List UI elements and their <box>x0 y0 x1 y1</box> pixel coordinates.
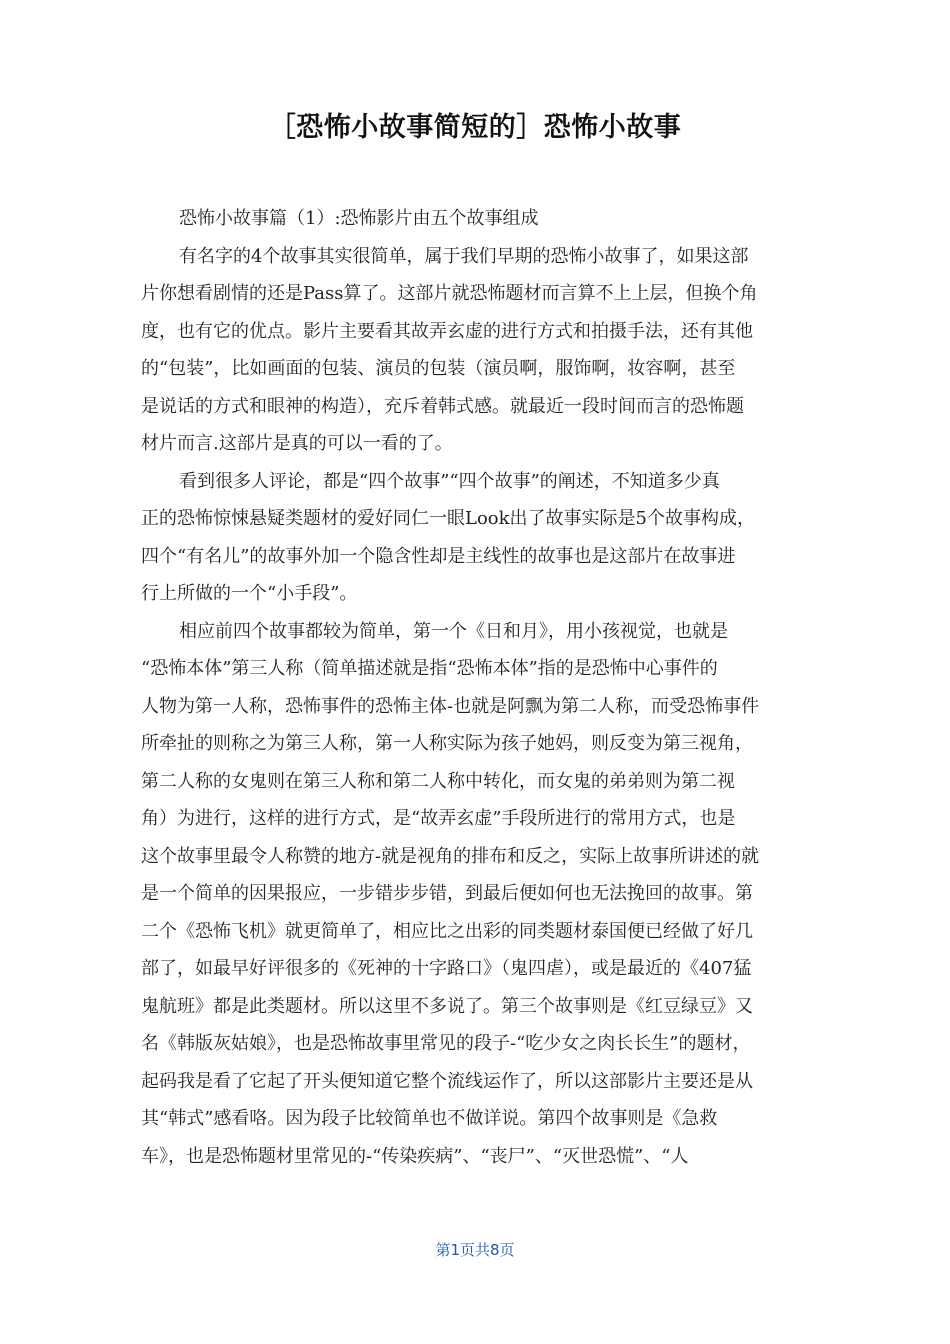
text-line: 材片而言.这部片是真的可以一看的了。 <box>141 433 453 454</box>
text-line: 人物为第一人称，恐怖事件的恐怖主体-也就是阿飘为第二人称，而受恐怖事件 <box>141 695 760 717</box>
text-line: 这个故事里最令人称赞的地方-就是视角的排布和反之，实际上故事所讲述的就 <box>141 845 760 867</box>
text-line: 是一个简单的因果报应，一步错步步错，到最后便如何也无法挽回的故事。第 <box>141 883 753 904</box>
text-line: 其“韩式”感看咯。因为段子比较简单也不做详说。第四个故事则是《急救 <box>141 1108 718 1129</box>
page-title: ［恐怖小故事简短的］恐怖小故事 <box>268 112 682 143</box>
text-line: 正的恐怖惊悚悬疑类题材的爱好同仁一眼Look出了故事实际是5个故事构成， <box>141 508 755 529</box>
text-line: 所牵扯的则称之为第三人称，第一人称实际为孩子她妈，则反变为第三视角， <box>141 733 753 754</box>
text-line: 行上所做的一个“小手段”。 <box>141 583 358 604</box>
text-line: 第二人称的女鬼则在第三人称和第二人称中转化，而女鬼的弟弟则为第二视 <box>141 770 735 792</box>
text-line: 鬼航班》都是此类题材。所以这里不多说了。第三个故事则是《红豆绿豆》又 <box>141 995 753 1017</box>
text-line: “恐怖本体”第三人称（简单描述就是指“恐怖本体”指的是恐怖中心事件的 <box>141 658 718 679</box>
text-line: 看到很多人评论，都是“四个故事”“四个故事”的阐述，不知道多少真 <box>179 470 720 492</box>
text-line: 的“包装”，比如画面的包装、演员的包装（演员啊，服饰啊，妆容啊，甚至 <box>141 358 736 379</box>
text-line: 四个“有名儿”的故事外加一个隐含性却是主线性的故事也是这部片在故事进 <box>141 545 736 567</box>
text-line: 相应前四个故事都较为简单，第一个《日和月》，用小孩视觉，也就是 <box>179 620 728 642</box>
body-text <box>141 200 809 1175</box>
text-line: 恐怖小故事篇（1）:恐怖影片由五个故事组成 <box>179 208 539 229</box>
text-line: 是说话的方式和眼神的构造），充斥着韩式感。就最近一段时间而言的恐怖题 <box>141 395 744 417</box>
text-line: 有名字的4个故事其实很简单，属于我们早期的恐怖小故事了，如果这部 <box>179 245 749 267</box>
text-line: 度，也有它的优点。影片主要看其故弄玄虚的进行方式和拍摄手法，还有其他 <box>141 320 753 342</box>
text-line: 起码我是看了它起了开头便知道它整个流线运作了，所以这部影片主要还是从 <box>141 1070 753 1092</box>
text-line: 名《韩版灰姑娘》，也是恐怖故事里常见的段子-“吃少女之肉长长生”的题材， <box>141 1033 751 1054</box>
text-line: 部了，如最早好评很多的《死神的十字路口》（鬼四虐），或是最近的《407猛 <box>141 958 752 979</box>
text-line: 车》，也是恐怖题材里常见的-“传染疾病”、“丧尸”、“灭世恐慌”、“人 <box>141 1145 689 1167</box>
page-footer: 第1页共8页 <box>435 1241 515 1259</box>
text-line: 角）为进行，这样的进行方式，是“故弄玄虚”手段所进行的常用方式，也是 <box>141 808 736 829</box>
text-line: 二个《恐怖飞机》就更简单了，相应比之出彩的同类题材泰国便已经做了好几 <box>141 920 753 942</box>
text-line: 片你想看剧情的还是Pass算了。这部片就恐怖题材而言算不上上层，但换个角 <box>141 283 758 304</box>
